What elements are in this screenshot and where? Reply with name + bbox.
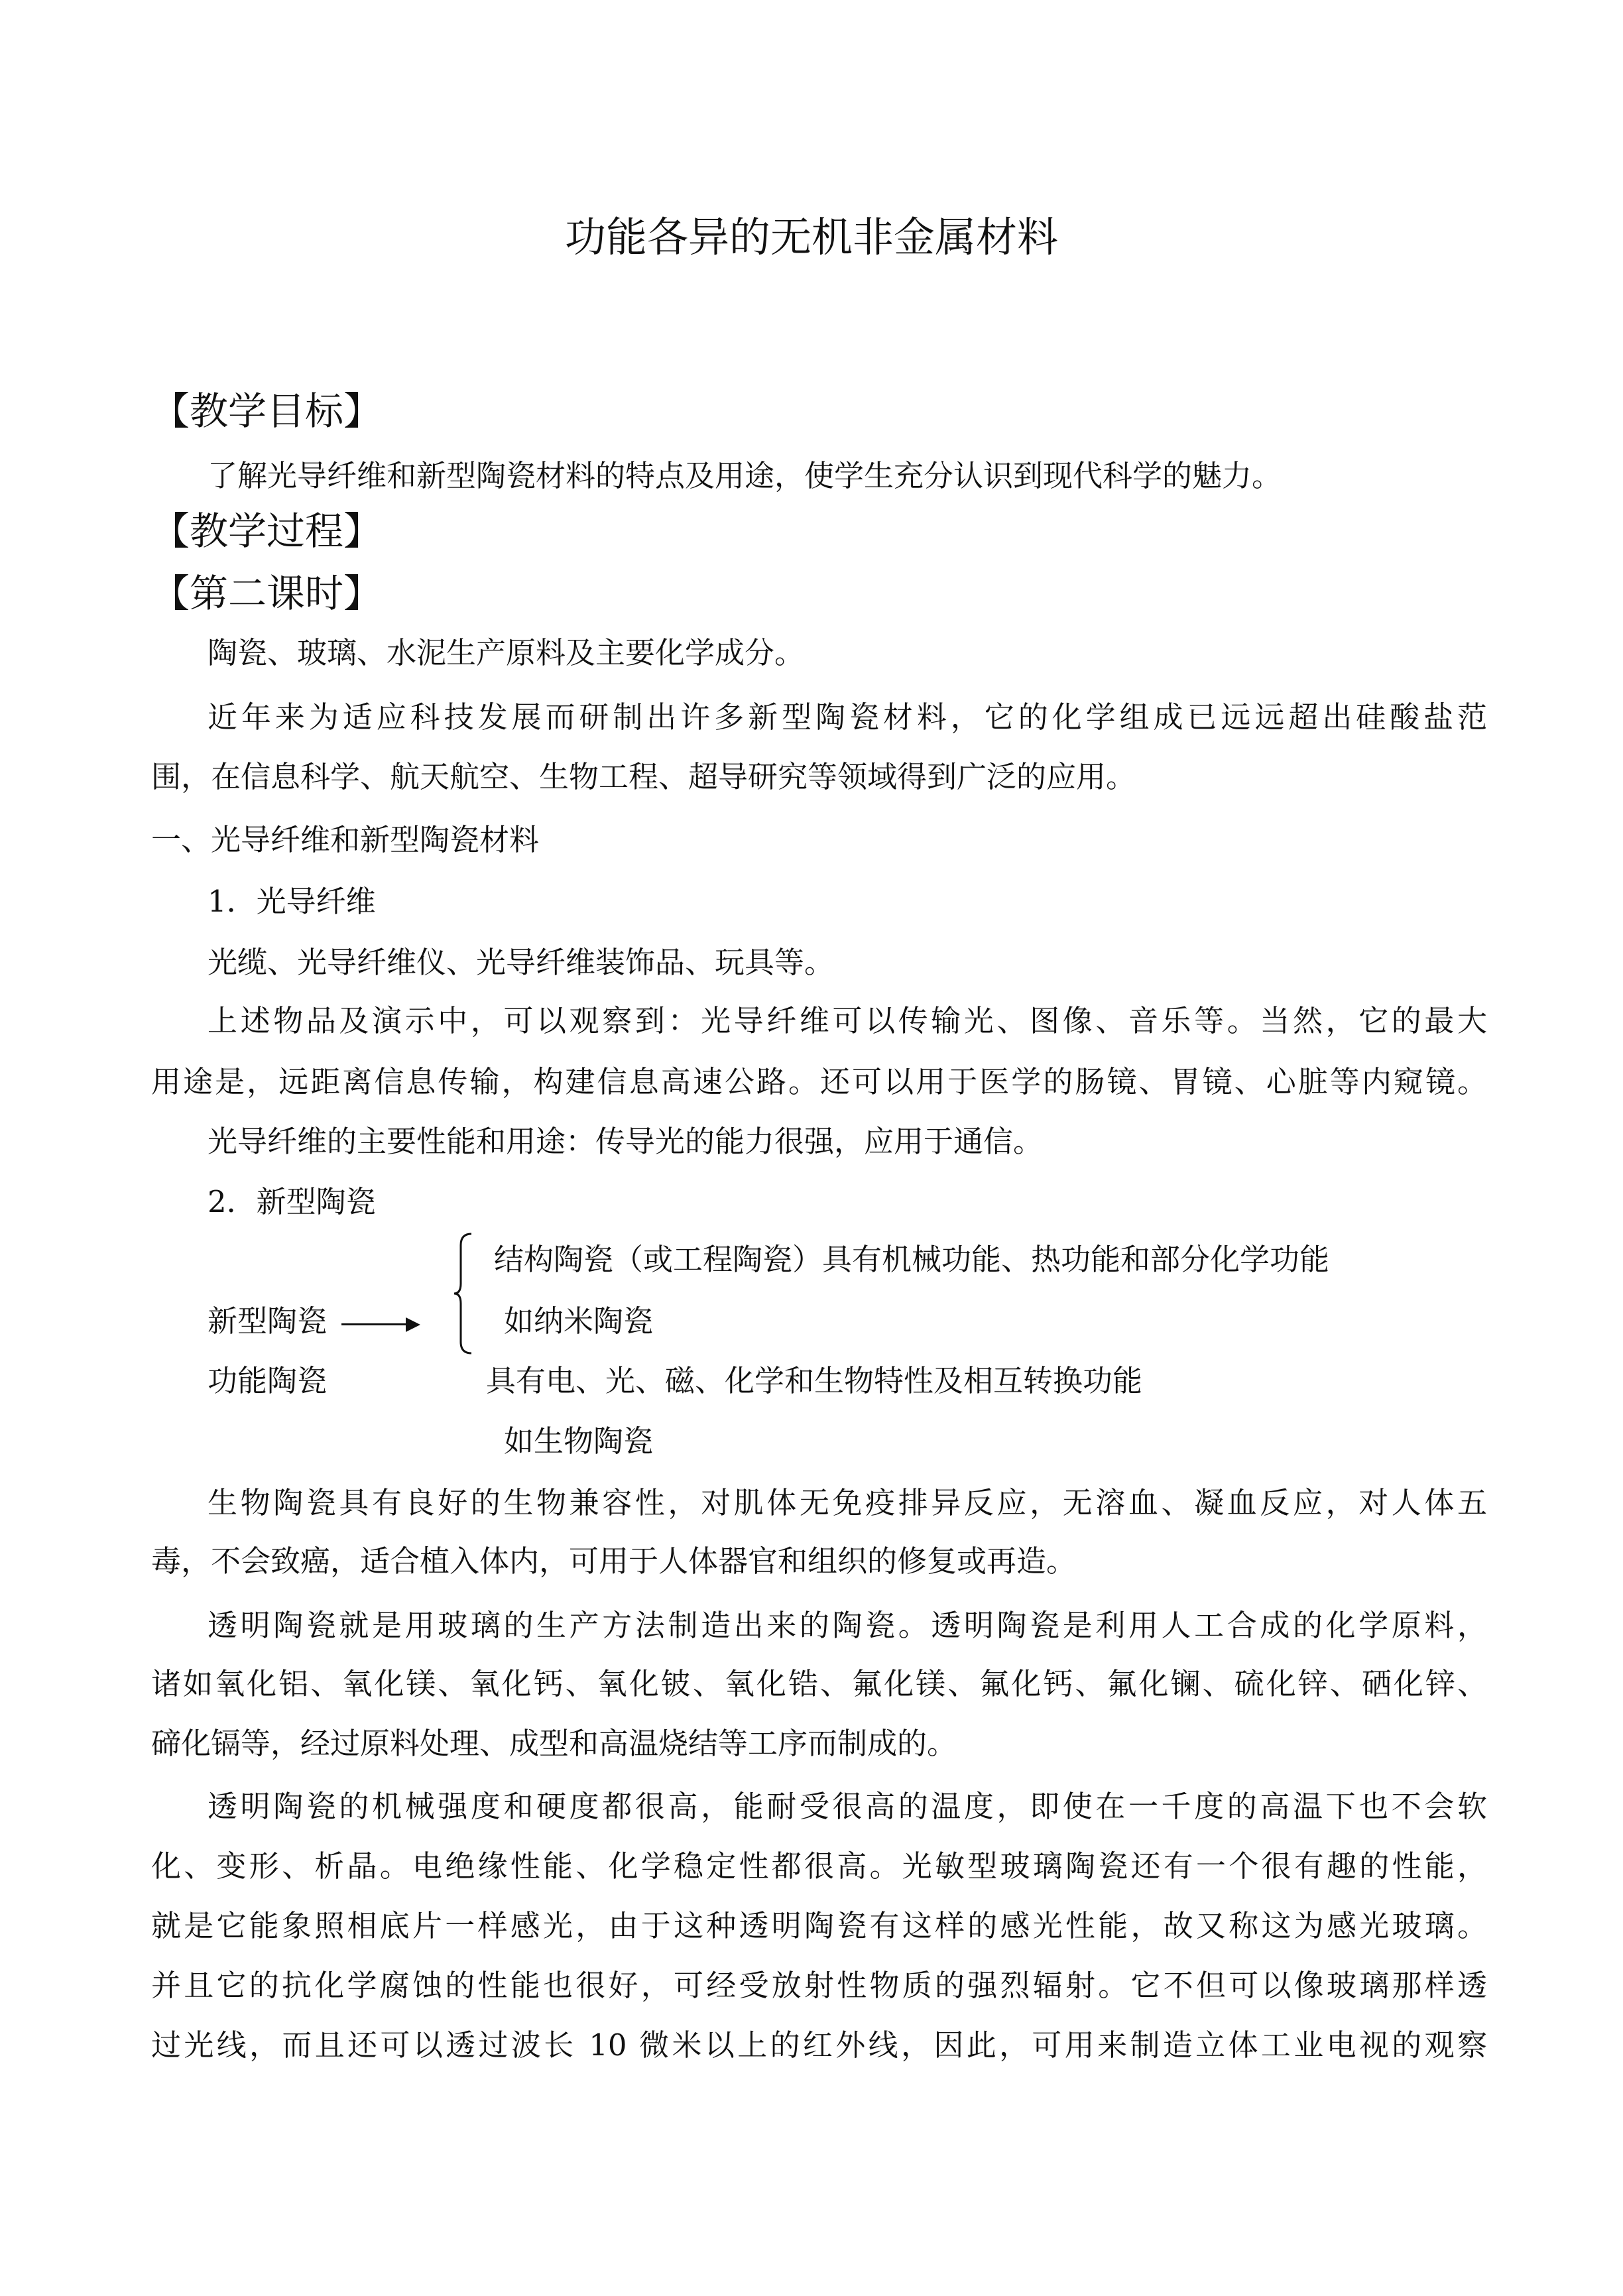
paragraph-mech-line2: 化、变形、析晶。电绝缘性能、化学稳定性都很高。光敏型玻璃陶瓷还有一个很有趣的性能， — [151, 1848, 1487, 1884]
paragraph-trans-line1: 透明陶瓷就是用玻璃的生产方法制造出来的陶瓷。透明陶瓷是利用人工合成的化学原料， — [208, 1608, 1487, 1643]
paragraph-fiber-items: 光缆、光导纤维仪、光导纤维装饰品、玩具等。 — [208, 945, 835, 980]
arrow-right-icon — [341, 1323, 408, 1325]
paragraph-mech-line4: 并且它的抗化学腐蚀的性能也很好，可经受放射性物质的强烈辐射。它不但可以像玻璃那样透 — [151, 1968, 1487, 2003]
diagram-branch-structural: 结构陶瓷（或工程陶瓷）具有机械功能、热功能和部分化学功能 — [494, 1242, 1330, 1277]
paragraph-bio-line1: 生物陶瓷具有良好的生物兼容性，对肌体无免疫排异反应，无溶血、凝血反应，对人体五 — [208, 1485, 1487, 1520]
paragraph-bio-line2: 毒，不会致癌，适合植入体内，可用于人体器官和组织的修复或再造。 — [151, 1543, 1077, 1579]
diagram-root: 新型陶瓷 — [208, 1303, 328, 1339]
diagram-branch-structural-example: 如纳米陶瓷 — [504, 1303, 654, 1339]
paragraph-observe-line2: 用途是，远距离信息传输，构建信息高速公路。还可以用于医学的肠镜、胃镜、心脏等内窥镜。 — [151, 1064, 1487, 1099]
paragraph-trans-line2: 诸如氧化铝、氧化镁、氧化钙、氧化铍、氧化锆、氟化镁、氟化钙、氟化镧、硫化锌、硒化锌、 — [151, 1666, 1487, 1701]
diagram-root-functional: 功能陶瓷 — [208, 1363, 328, 1398]
page-title: 功能各异的无机非金属材料 — [564, 213, 1058, 261]
heading-lesson: 【第二课时】 — [151, 571, 383, 616]
paragraph-observe-line1: 上述物品及演示中，可以观察到：光导纤维可以传输光、图像、音乐等。当然，它的最大 — [208, 1003, 1487, 1038]
paragraph-trans-line3: 碲化镉等，经过原料处理、成型和高温烧结等工序而制成的。 — [151, 1726, 957, 1761]
arrow-head-icon — [406, 1317, 420, 1332]
objective-text: 了解光导纤维和新型陶瓷材料的特点及用途，使学生充分认识到现代科学的魅力。 — [208, 458, 1282, 493]
paragraph-mech-line3: 就是它能象照相底片一样感光，由于这种透明陶瓷有这样的感光性能，故又称这为感光玻璃。 — [151, 1908, 1487, 1943]
heading-objectives: 【教学目标】 — [151, 389, 383, 434]
diagram-branch-functional: 具有电、光、磁、化学和生物特性及相互转换功能 — [486, 1363, 1143, 1398]
paragraph-mech-line1: 透明陶瓷的机械强度和硬度都很高，能耐受很高的温度，即使在一千度的高温下也不会软 — [208, 1789, 1487, 1824]
item-ceramics-heading: 2．新型陶瓷 — [208, 1184, 376, 1219]
paragraph-intro: 陶瓷、玻璃、水泥生产原料及主要化学成分。 — [208, 635, 805, 670]
paragraph-mech-line5: 过光线，而且还可以透过波长 10 微米以上的红外线，因此，可用来制造立体工业电视的观察 — [151, 2027, 1487, 2063]
section-heading-1: 一、光导纤维和新型陶瓷材料 — [151, 822, 540, 857]
heading-process: 【教学过程】 — [151, 509, 383, 554]
item-fiber-heading: 1．光导纤维 — [208, 884, 376, 919]
paragraph-fiber-props: 光导纤维的主要性能和用途：传导光的能力很强，应用于通信。 — [208, 1124, 1044, 1159]
diagram-branch-functional-example: 如生物陶瓷 — [504, 1423, 654, 1459]
paragraph-recent-line2: 围，在信息科学、航天航空、生物工程、超导研究等领域得到广泛的应用。 — [151, 759, 1136, 794]
paragraph-recent-line1: 近年来为适应科技发展而研制出许多新型陶瓷材料，它的化学组成已远远超出硅酸盐范 — [208, 699, 1487, 735]
brace-icon — [453, 1232, 473, 1355]
